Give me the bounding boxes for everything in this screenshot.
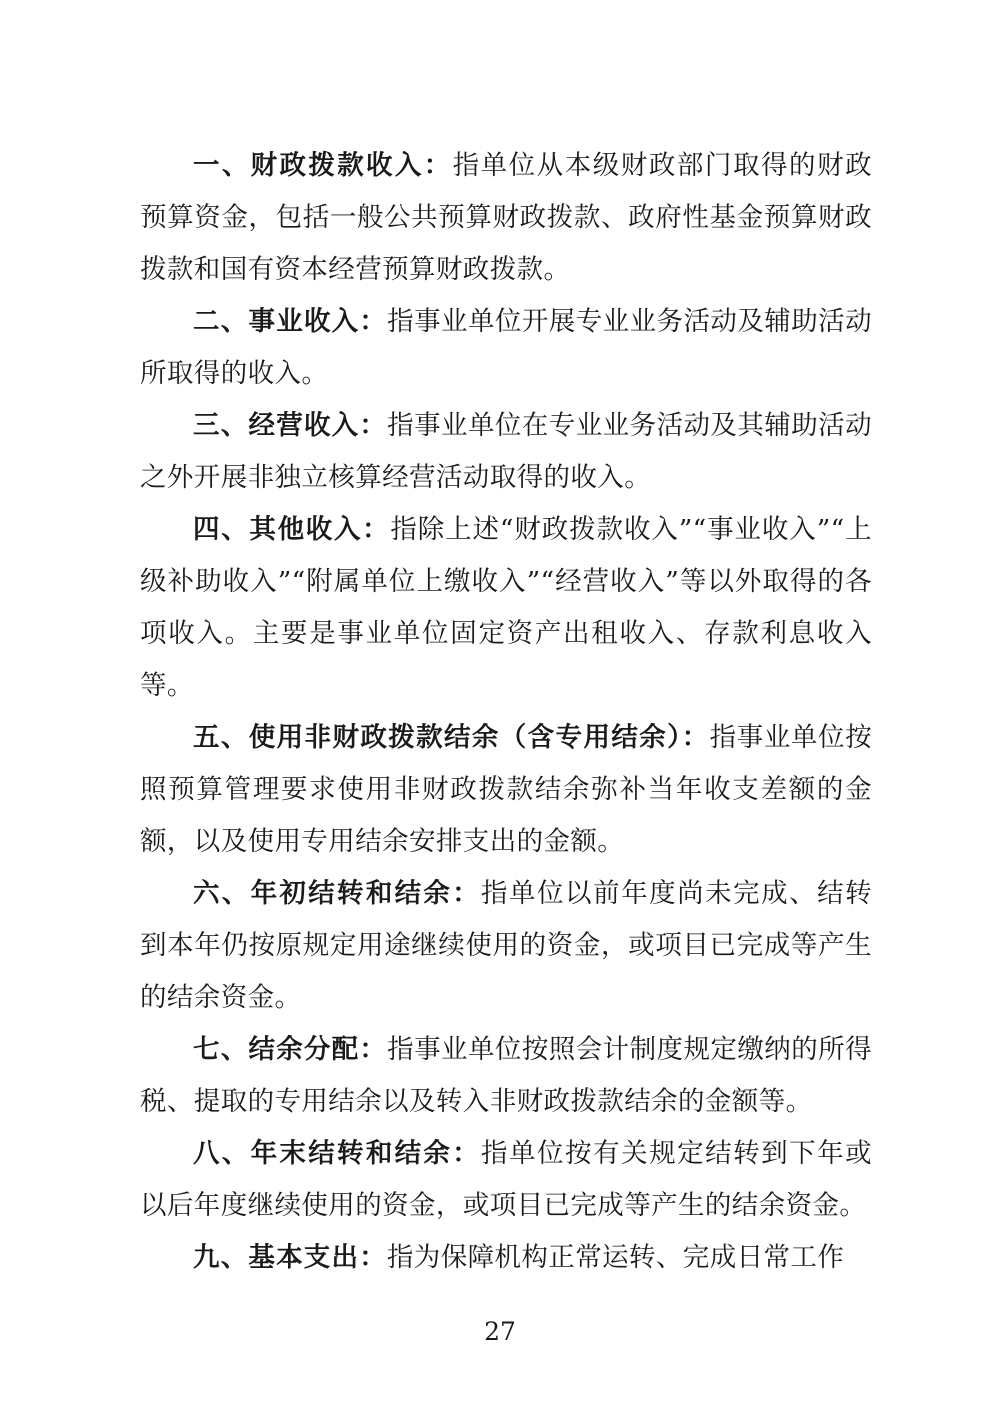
paragraph-4-text: 指除上述“财政拨款收入”“事业收入”“上级补助收入”“附属单位上缴收入”“经营收入”等以外取得的各项收入。主要是事业单位固定资产出租收入、存款利息收入等。 — [140, 514, 872, 701]
paragraph-7-text: 指事业单位按照会计制度规定缴纳的所得税、提取的专用结余以及转入非财政拨款结余的金额等。 — [140, 1034, 873, 1117]
paragraph-5-text: 指事业单位按照预算管理要求使用非财政拨款结余弥补当年收支差额的金额，以及使用专用结余安排支出的金额。 — [140, 722, 872, 857]
paragraph-8 — [140, 1128, 872, 1232]
paragraph-1-text: 指单位从本级财政部门取得的财政预算资金，包括一般公共预算财政拨款、政府性基金预算财政拨款和国有资本经营预算财政拨款。 — [140, 150, 873, 285]
paragraph-4 — [140, 504, 872, 712]
paragraph-4-term: 四、其他收入： — [193, 514, 391, 545]
paragraph-2 — [140, 296, 872, 400]
paragraph-2-text: 指事业单位开展专业业务活动及辅助活动所取得的收入。 — [140, 306, 873, 389]
paragraph-3-text: 指事业单位在专业业务活动及其辅助活动之外开展非独立核算经营活动取得的收入。 — [140, 410, 873, 493]
paragraph-3-term: 三、经营收入： — [193, 410, 388, 441]
paragraph-1-term: 一、财政拨款收入： — [193, 150, 453, 181]
page-number: 27 — [484, 1317, 516, 1346]
paragraph-8-term: 八、年末结转和结余： — [193, 1138, 482, 1169]
paragraph-9 — [140, 1232, 872, 1284]
paragraph-8-text: 指单位按有关规定结转到下年或以后年度继续使用的资金，或项目已完成等产生的结余资金。 — [140, 1138, 872, 1221]
paragraph-6-text: 指单位以前年度尚未完成、结转到本年仍按原规定用途继续使用的资金，或项目已完成等产生的结余资金。 — [140, 878, 872, 1013]
paragraph-1 — [140, 140, 872, 296]
paragraph-3 — [140, 400, 872, 504]
paragraph-9-text: 指为保障机构正常运转、完成日常工作 — [386, 1242, 845, 1273]
paragraph-7-term: 七、结余分配： — [193, 1034, 388, 1065]
paragraph-6-term: 六、年初结转和结余： — [193, 878, 482, 909]
document-body — [140, 140, 872, 1284]
paragraph-6 — [140, 868, 872, 1024]
paragraph-5-term: 五、使用非财政拨款结余（含专用结余）： — [193, 722, 710, 753]
paragraph-5 — [140, 712, 872, 868]
paragraph-7 — [140, 1024, 872, 1128]
paragraph-2-term: 二、事业收入： — [193, 306, 388, 337]
paragraph-9-term: 九、基本支出： — [193, 1242, 387, 1273]
